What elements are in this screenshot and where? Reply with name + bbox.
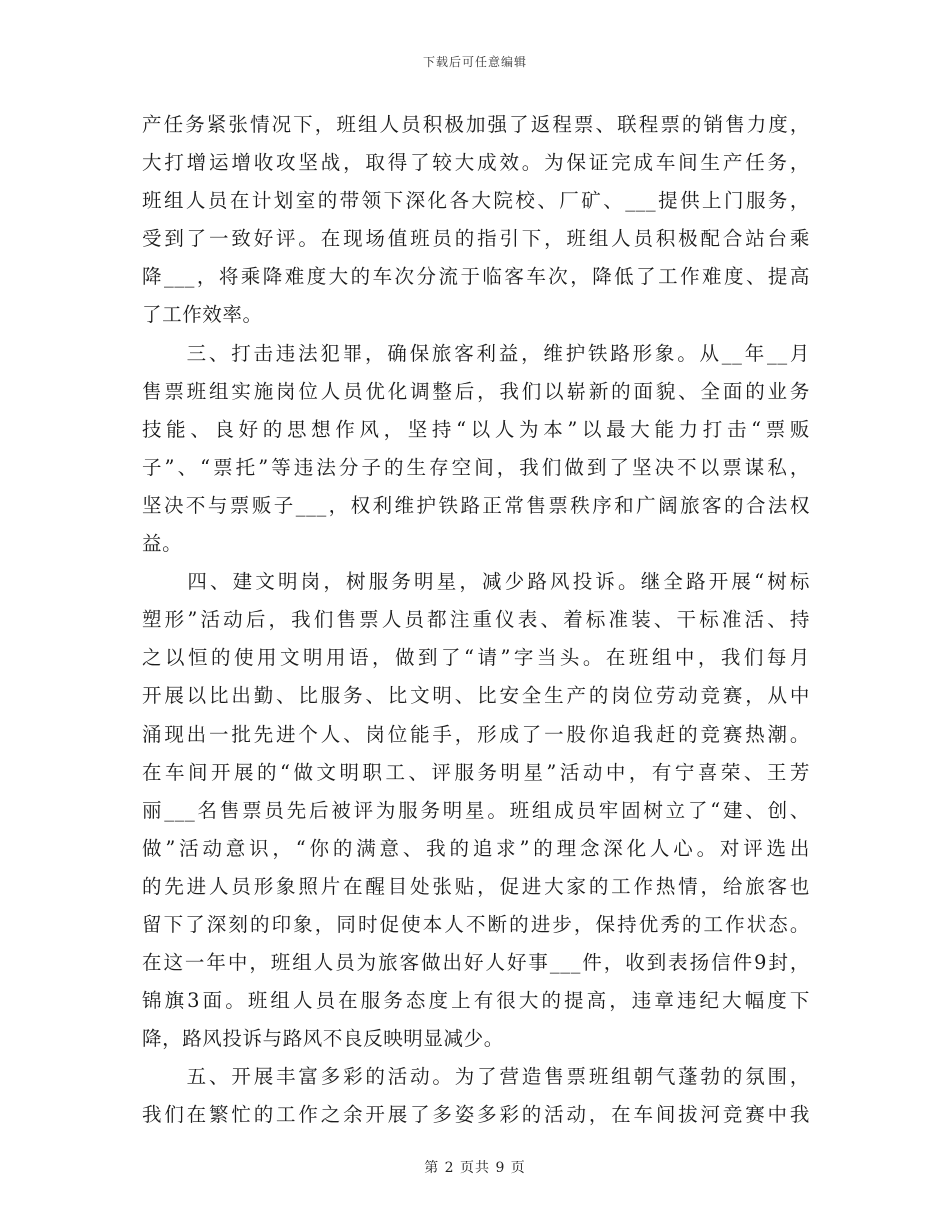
text-line: 受到了一致好评。在现场值班员的指引下，班组人员积极配合站台乘 [142,227,810,251]
text-line: 在车间开展的“做文明职工、评服务明星”活动中，有宁喜荣、王芳 [142,760,810,784]
text-line: 技能、良好的思想作风，坚持“以人为本”以最大能力打击“票贩 [142,417,810,441]
page-footer: 第 2 页共 9 页 [424,1160,526,1176]
text-line: 班组人员在计划室的带领下深化各大院校、厂矿、___提供上门服务， [142,189,810,213]
text-line: 做”活动意识，“你的满意、我的追求”的理念深化人心。对评选出 [142,836,810,860]
text-line: 益。 [142,532,183,556]
text-line: 降___，将乘降难度大的车次分流于临客车次，降低了工作难度、提高 [142,265,810,289]
text-line: 售票班组实施岗位人员优化调整后，我们以崭新的面貌、全面的业务 [142,379,810,403]
text-line: 子”、“票托”等违法分子的生存空间，我们做到了坚决不以票谋私， [142,455,810,479]
text-line: 锦旗3面。班组人员在服务态度上有很大的提高，违章违纪大幅度下 [142,989,810,1013]
text-line: 我们在繁忙的工作之余开展了多姿多彩的活动，在车间拔河竞赛中我 [142,1103,810,1127]
text-line: 三、打击违法犯罪，确保旅客利益，维护铁路形象。从__年__月 [142,341,810,365]
text-line: 之以恒的使用文明用语，做到了“请”字当头。在班组中，我们每月 [142,646,810,670]
paragraph-2 [142,335,810,564]
text-line: 四、建文明岗，树服务明星，减少路风投诉。继全路开展“树标 [142,570,810,594]
text-line: 产任务紧张情况下，班组人员积极加强了返程票、联程票的销售力度， [142,113,810,136]
text-line: 塑形”活动后，我们售票人员都注重仪表、着标准装、干标准活、持 [142,608,810,632]
text-line: 了工作效率。 [142,303,263,327]
text-line: 丽___名售票员先后被评为服务明星。班组成员牢固树立了“建、创、 [142,798,810,822]
text-line: 在这一年中，班组人员为旅客做出好人好事___件，收到表扬信件9封， [142,951,810,975]
text-line: 五、开展丰富多彩的活动。为了营造售票班组朝气蓬勃的氛围， [142,1065,810,1089]
page-header: 下载后可任意编辑 [422,55,527,69]
text-line: 大打增运增收攻坚战，取得了较大成效。为保证完成车间生产任务， [142,151,810,175]
text-line: 的先进人员形象照片在醒目处张贴，促进大家的工作热情，给旅客也 [142,874,810,898]
paragraph-3 [142,563,810,1058]
paragraph-4 [142,1058,810,1134]
text-line: 开展以比出勤、比服务、比文明、比安全生产的岗位劳动竞赛，从中 [142,684,810,708]
text-line: 留下了深刻的印象，同时促使本人不断的进步，保持优秀的工作状态。 [142,912,810,936]
text-line: 坚决不与票贩子___，权利维护铁路正常售票秩序和广阔旅客的合法权 [142,493,810,517]
document-body [142,106,810,1135]
text-line: 降，路风投诉与路风不良反映明显减少。 [142,1027,504,1051]
paragraph-1 [142,106,810,335]
text-line: 涌现出一批先进个人、岗位能手，形成了一股你追我赶的竞赛热潮。 [142,722,810,746]
